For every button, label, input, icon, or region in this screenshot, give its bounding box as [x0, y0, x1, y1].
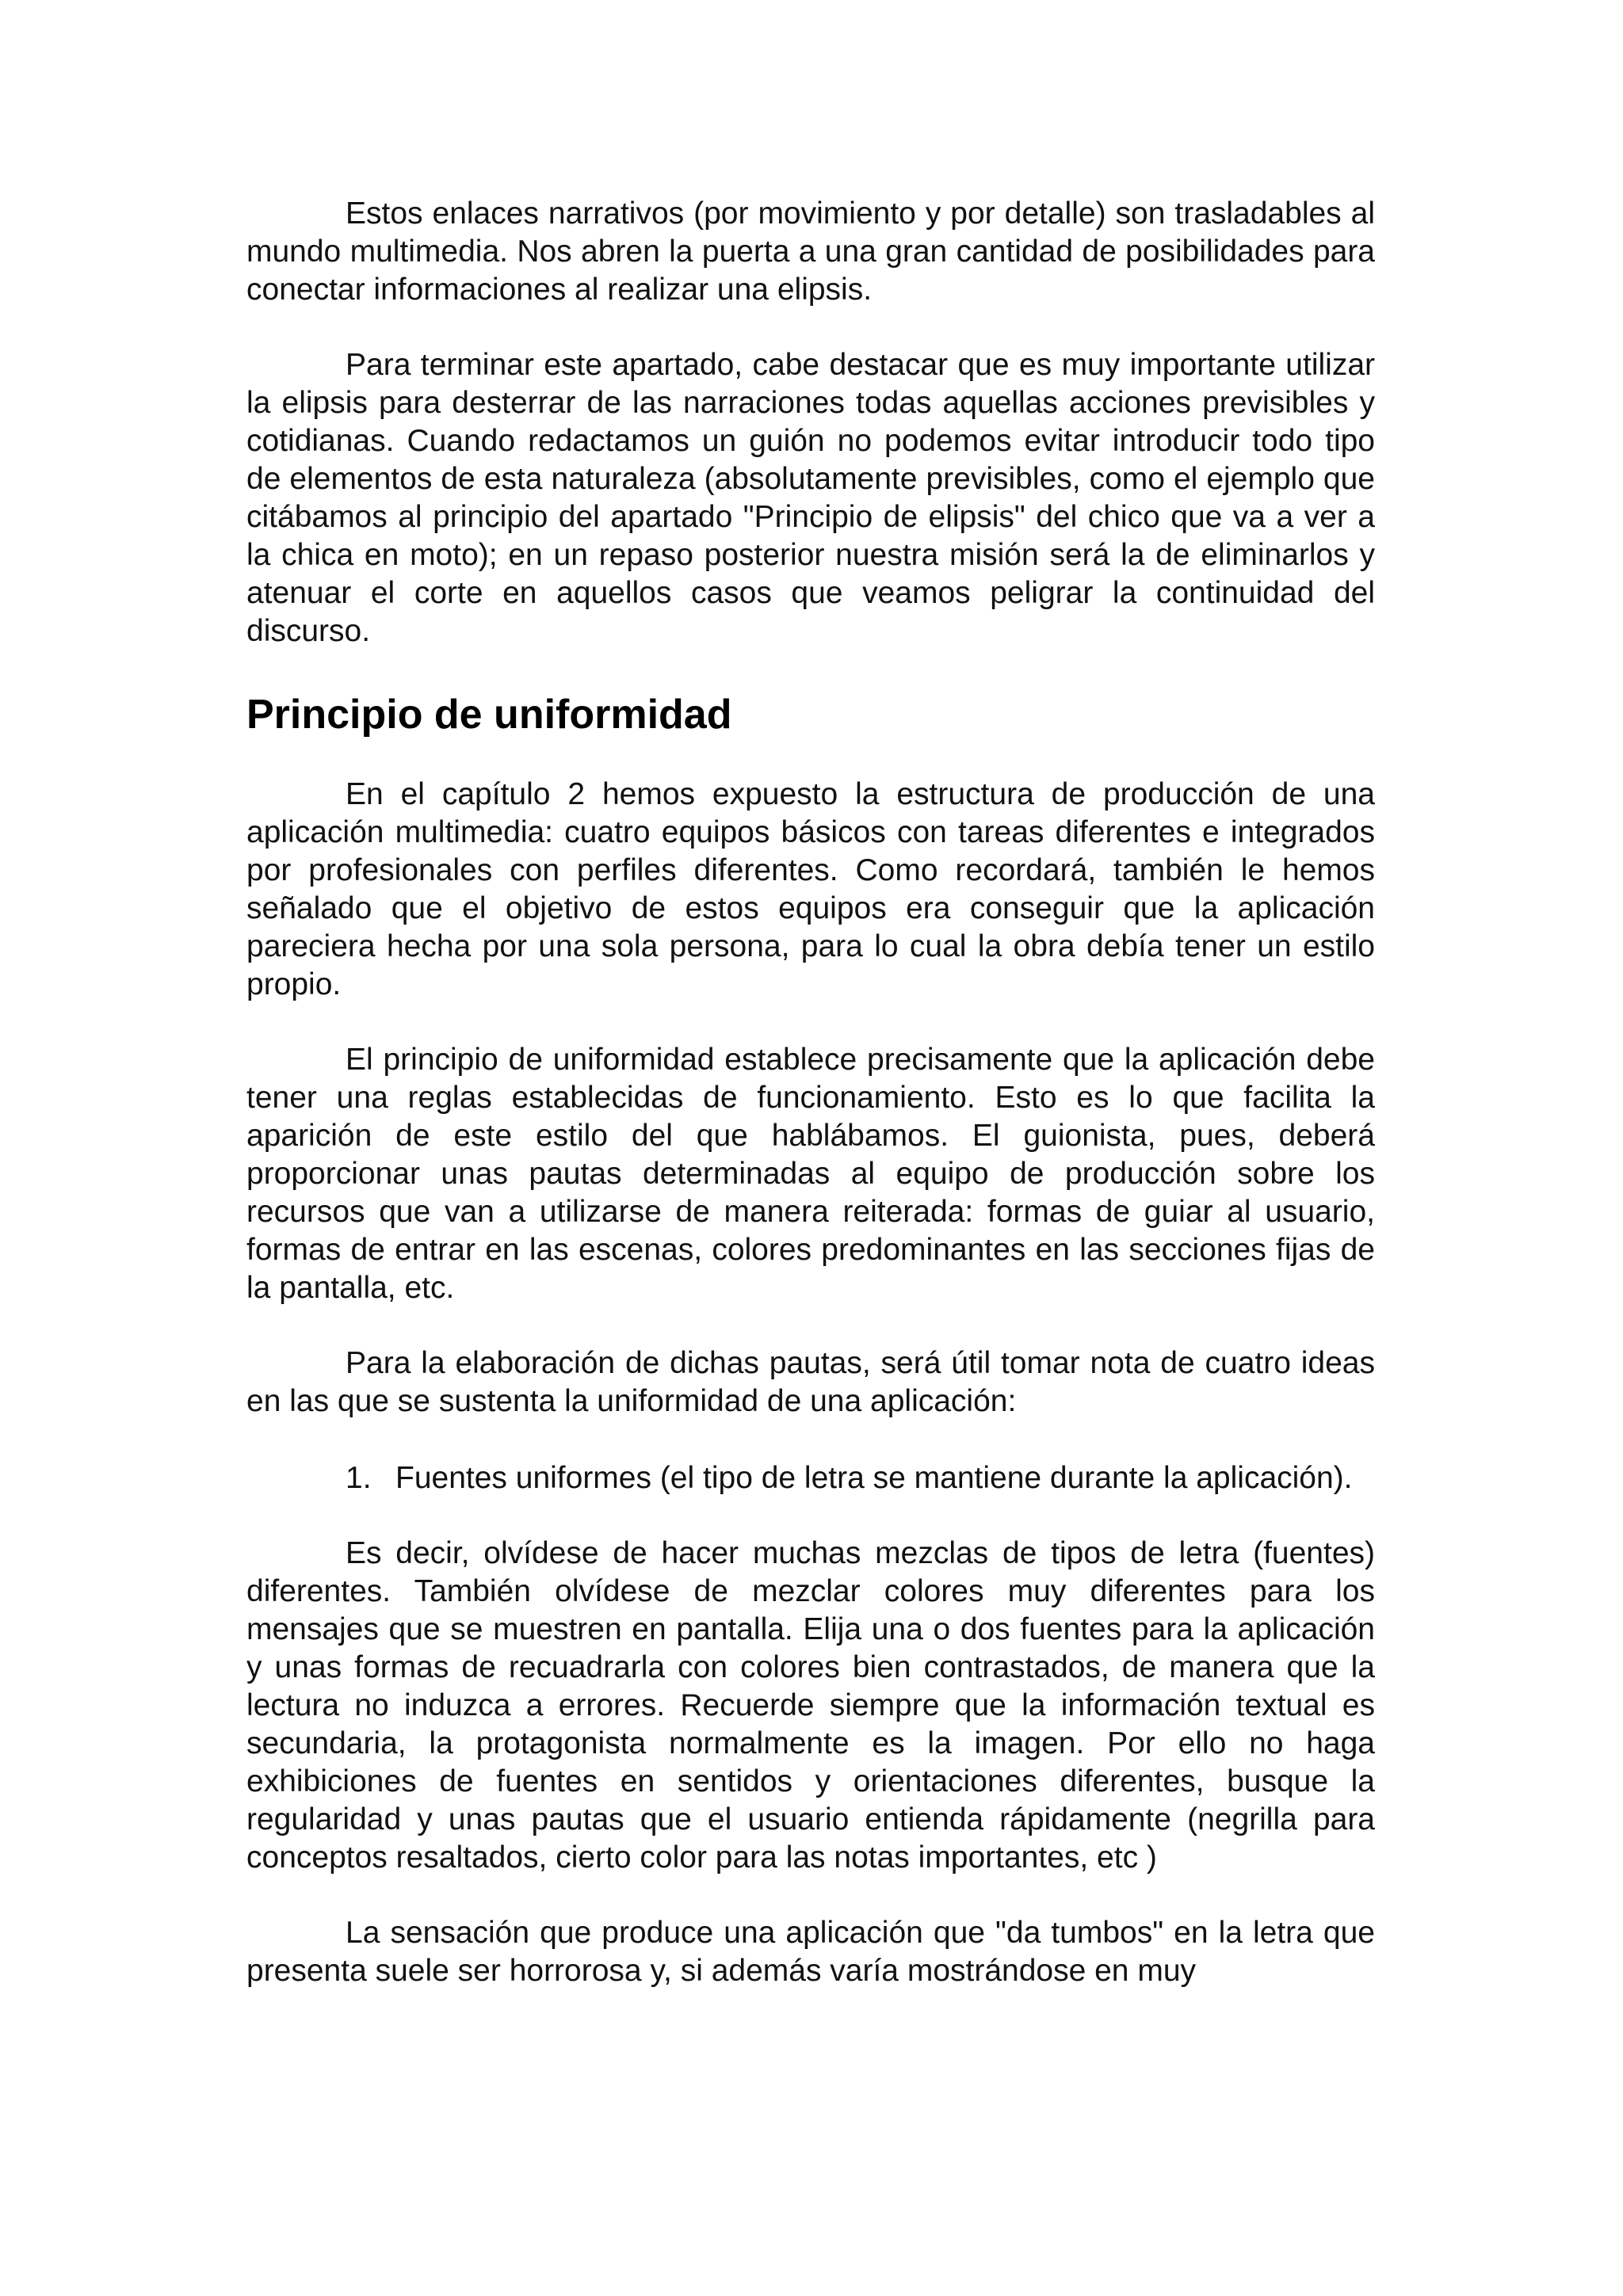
- document-page: [246, 195, 1375, 1990]
- paragraph-capitulo-2: En el capítulo 2 hemos expuesto la estructura de producción de una aplicación multimedia: cuatro equipos básicos con tareas diferentes e integrados por profesionales con perfiles diferentes. Como recordará, también le hemos señalado que el objetivo de estos equipos era conseguir que la aplicación pareciera hecha por una sola persona, para lo cual la obra debía tener un estilo propio.: [246, 777, 1375, 1001]
- paragraph-enlaces-narrativos: Estos enlaces narrativos (por movimiento y por detalle) son trasladables al mundo multimedia. Nos abren la puerta a una gran cantidad de posibilidades para conectar informaciones al realizar una elipsis.: [246, 196, 1375, 307]
- paragraph-es-decir: Es decir, olvídese de hacer muchas mezclas de tipos de letra (fuentes) diferentes. También olvídese de mezclar colores muy diferentes para los mensajes que se muestren en pantalla. Elija una o dos fuentes para la aplicación y unas formas de recuadrarla con colores bien contrastados, de manera que la lectura no induzca a errores. Recuerde siempre que la información textual es secundaria, la protagonista normalmente es la imagen. Por ello no haga exhibiciones de fuentes en sentidos y orientaciones diferentes, busque la regularidad y unas pautas que el usuario entienda rápidamente (negrilla para conceptos resaltados, cierto color para las notas importantes, etc ): [246, 1536, 1375, 1875]
- section-heading: Principio de uniformidad: [246, 692, 732, 738]
- paragraph-para-terminar: Para terminar este apartado, cabe destacar que es muy importante utilizar la elipsis para desterrar de las narraciones todas aquellas acciones previsibles y cotidianas. Cuando redactamos un guión no podemos evitar introducir todo tipo de elementos de esta naturaleza (absolutamente previsibles, como el ejemplo que citábamos al principio del apartado "Principio de elipsis" del chico que va a ver a la chica en moto); en un repaso posterior nuestra misión será la de eliminarlos y atenuar el corte en aquellos casos que veamos peligrar la continuidad del discurso.: [246, 348, 1375, 648]
- list-item: [246, 1459, 1375, 1497]
- list-item-number: 1.: [346, 1461, 372, 1495]
- paragraph-sensacion: La sensación que produce una aplicación que "da tumbos" en la letra que presenta suele ser horrorosa y, si además varía mostrándose en muy: [246, 1916, 1375, 1988]
- paragraph-elaboracion-pautas: Para la elaboración de dichas pautas, será útil tomar nota de cuatro ideas en las que se sustenta la uniformidad de una aplicación:: [246, 1346, 1375, 1418]
- list-item-text: Fuentes uniformes (el tipo de letra se mantiene durante la aplicación).: [395, 1461, 1353, 1495]
- numbered-list: [246, 1459, 1375, 1497]
- paragraph-principio-uniformidad: El principio de uniformidad establece precisamente que la aplicación debe tener una reglas establecidas de funcionamiento. Esto es lo que facilita la aparición de este estilo del que hablábamos. El guionista, pues, deberá proporcionar unas pautas determinadas al equipo de producción sobre los recursos que van a utilizarse de manera reiterada: formas de guiar al usuario, formas de entrar en las escenas, colores predominantes en las secciones fijas de la pantalla, etc.: [246, 1043, 1375, 1305]
